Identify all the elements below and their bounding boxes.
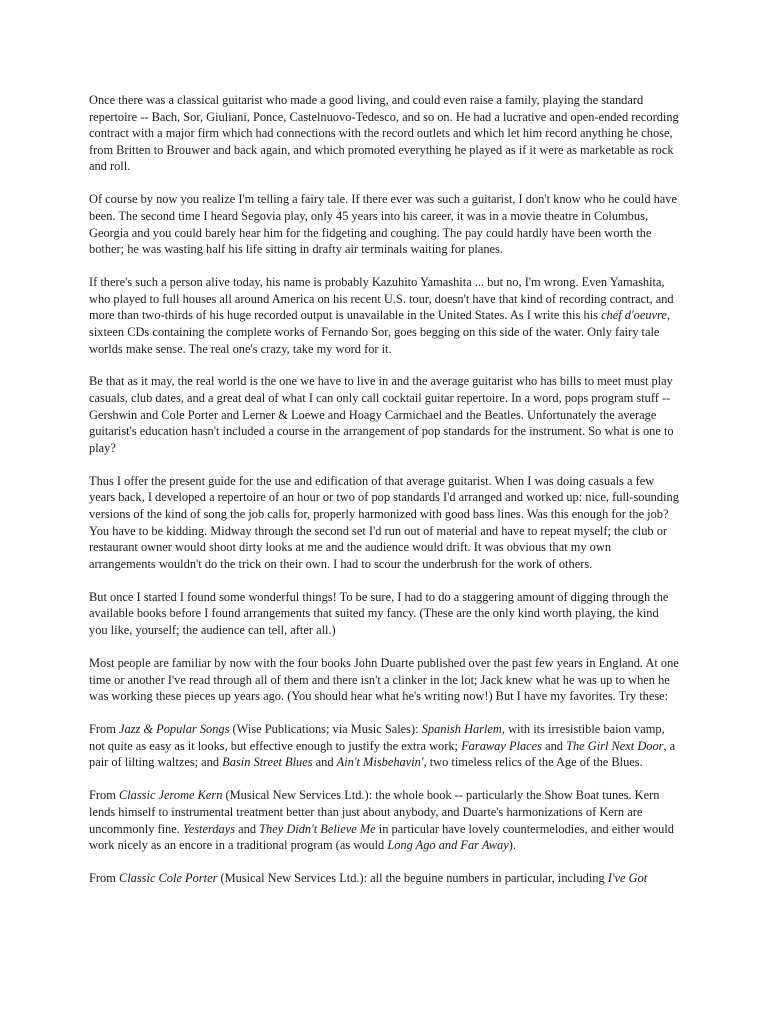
- text-run: (Musical New Services Ltd.): all the beguine numbers in particular, including: [217, 871, 608, 886]
- text-run: From: [89, 722, 119, 737]
- text-run: Most people are familiar by now with the four books John Duarte published over the past few years in England. At one time or another I've read through all of them and there isn't a clinker in the lot; Jack knew what he was up to when he was working these pieces up years ago. (You should hear what he's writing now!) But I have my favorites. Try these:: [89, 655, 679, 704]
- italic-title-text: chef d'oeuvre: [601, 308, 667, 323]
- text-run: If there's such a person alive today, his name is probably Kazuhito Yamashita ... but no, I'm wrong. Even Yamashita, who played to full houses all around America on his recent U.S. tour, doesn't have that kind of recording contract, and more than two-thirds of his huge recorded output is unavailable in the United States. As I write this his: [89, 275, 674, 323]
- body-paragraph: [89, 655, 679, 705]
- text-run: , with its irresistible baion vamp, not quite as easy as it looks, but effective enough to justify the extra work;: [89, 722, 665, 753]
- text-run: Thus I offer the present guide for the use and edification of that average guitarist. When I was doing casuals a few years back, I developed a repertoire of an hour or two of pop standards I'd arranged and worked up: nice, full-sounding versions of the kind of song the job calls for, properly harmonized with good bass lines. Was this enough for the job? You have to be kidding. Midway through the second set I'd run out of material and have to repeat myself; the club or restaurant owner would shoot dirty looks at me and the audience would drift. It was obvious that my own arrangements wouldn't do the trick on their own. I had to scour the underbrush for the work of others.: [89, 473, 679, 571]
- italic-title-text: Basin Street Blues: [222, 755, 313, 770]
- text-run: , sixteen CDs containing the complete works of Fernando Sor, goes begging on this side of the water. Only fairy tale worlds make sense. The real one's crazy, take my word for it.: [89, 308, 671, 356]
- text-run: , a pair of lilting waltzes; and: [89, 738, 676, 770]
- text-run: ).: [508, 838, 516, 853]
- text-run: (Musical New Services Ltd.): the whole book -- particularly the Show Boat tunes. Kern lends himself to instrumental treatment better than just about anybody, and Duarte's harmonizations of Kern are uncommonly fine.: [89, 788, 660, 836]
- italic-title-text: Ain't Misbehavin': [336, 755, 424, 770]
- italic-title-text: Yesterdays: [182, 821, 236, 836]
- text-run: Be that as it may, the real world is the one we have to live in and the average guitarist who has bills to meet must play casuals, club dates, and a great deal of what I can only call cocktail guitar repertoire. In a word, pops program stuff -- Gershwin and Cole Porter and Lerner & Loewe and Hoagy Carmichael and the Beatles. Unfortunately the average guitarist's education hasn't included a course in the arrangement of pop standards for the instrument. So what is one to play?: [89, 374, 674, 455]
- text-run: Of course by now you realize I'm telling a fairy tale. If there ever was such a guitarist, I don't know who he could have been. The second time I heard Segovia play, only 45 years into his career, it was in a movie theatre in Columbus, Georgia and you could barely hear him for the fidgeting and coughing. The pay could hardly have been worth the bother; he was wasting half his life sitting in drafty air terminals waiting for planes.: [89, 192, 678, 257]
- text-run: and: [235, 821, 260, 836]
- italic-title-text: Jazz & Popular Songs: [118, 722, 230, 737]
- italic-title-text: Faraway Places: [461, 738, 542, 753]
- body-paragraph: [89, 721, 679, 771]
- italic-title-text: Spanish Harlem: [421, 722, 502, 737]
- text-run: Once there was a classical guitarist who made a good living, and could even raise a family, playing the standard repertoire -- Bach, Sor, Giuliani, Ponce, Castelnuovo-Tedesco, and so on. He had a lucrative and open-ended recording contract with a major firm which had connections with the record outlets and which let him record anything he chose, from Britten to Brouwer and back again, and which promoted everything he played as if it were as marketable as rock and roll.: [89, 93, 679, 174]
- document-page: [89, 92, 679, 887]
- italic-title-text: Classic Cole Porter: [118, 871, 218, 886]
- text-run: and: [312, 755, 337, 770]
- body-paragraph: [89, 589, 679, 639]
- body-paragraph: [89, 92, 679, 175]
- text-run: From: [89, 871, 119, 886]
- body-paragraph: [89, 473, 679, 573]
- italic-title-text: Long Ago and Far Away: [387, 838, 509, 853]
- body-paragraph: [89, 870, 679, 887]
- italic-title-text: Classic Jerome Kern: [118, 788, 223, 803]
- text-run: in particular have lovely countermelodies, and either would work nicely as an encore in a traditional program (as would: [89, 821, 674, 853]
- italic-title-text: The Girl Next Door: [566, 738, 664, 753]
- text-run: and: [541, 738, 567, 753]
- text-run: , two timeless relics of the Age of the Blues.: [423, 755, 643, 770]
- italic-title-text: They Didn't Believe Me: [259, 821, 376, 836]
- text-run: (Wise Publications; via Music Sales):: [229, 722, 422, 737]
- body-paragraph: [89, 274, 679, 357]
- text-run: From: [89, 788, 119, 803]
- italic-title-text: I've Got: [607, 871, 648, 886]
- body-paragraph: [89, 787, 679, 853]
- body-paragraph: [89, 373, 679, 456]
- text-run: But once I started I found some wonderful things! To be sure, I had to do a staggering amount of digging through the available books before I found arrangements that suited my fancy. (These are the only kind worth playing, the kind you like, yourself; the audience can tell, after all.): [89, 589, 669, 637]
- body-paragraph: [89, 191, 679, 257]
